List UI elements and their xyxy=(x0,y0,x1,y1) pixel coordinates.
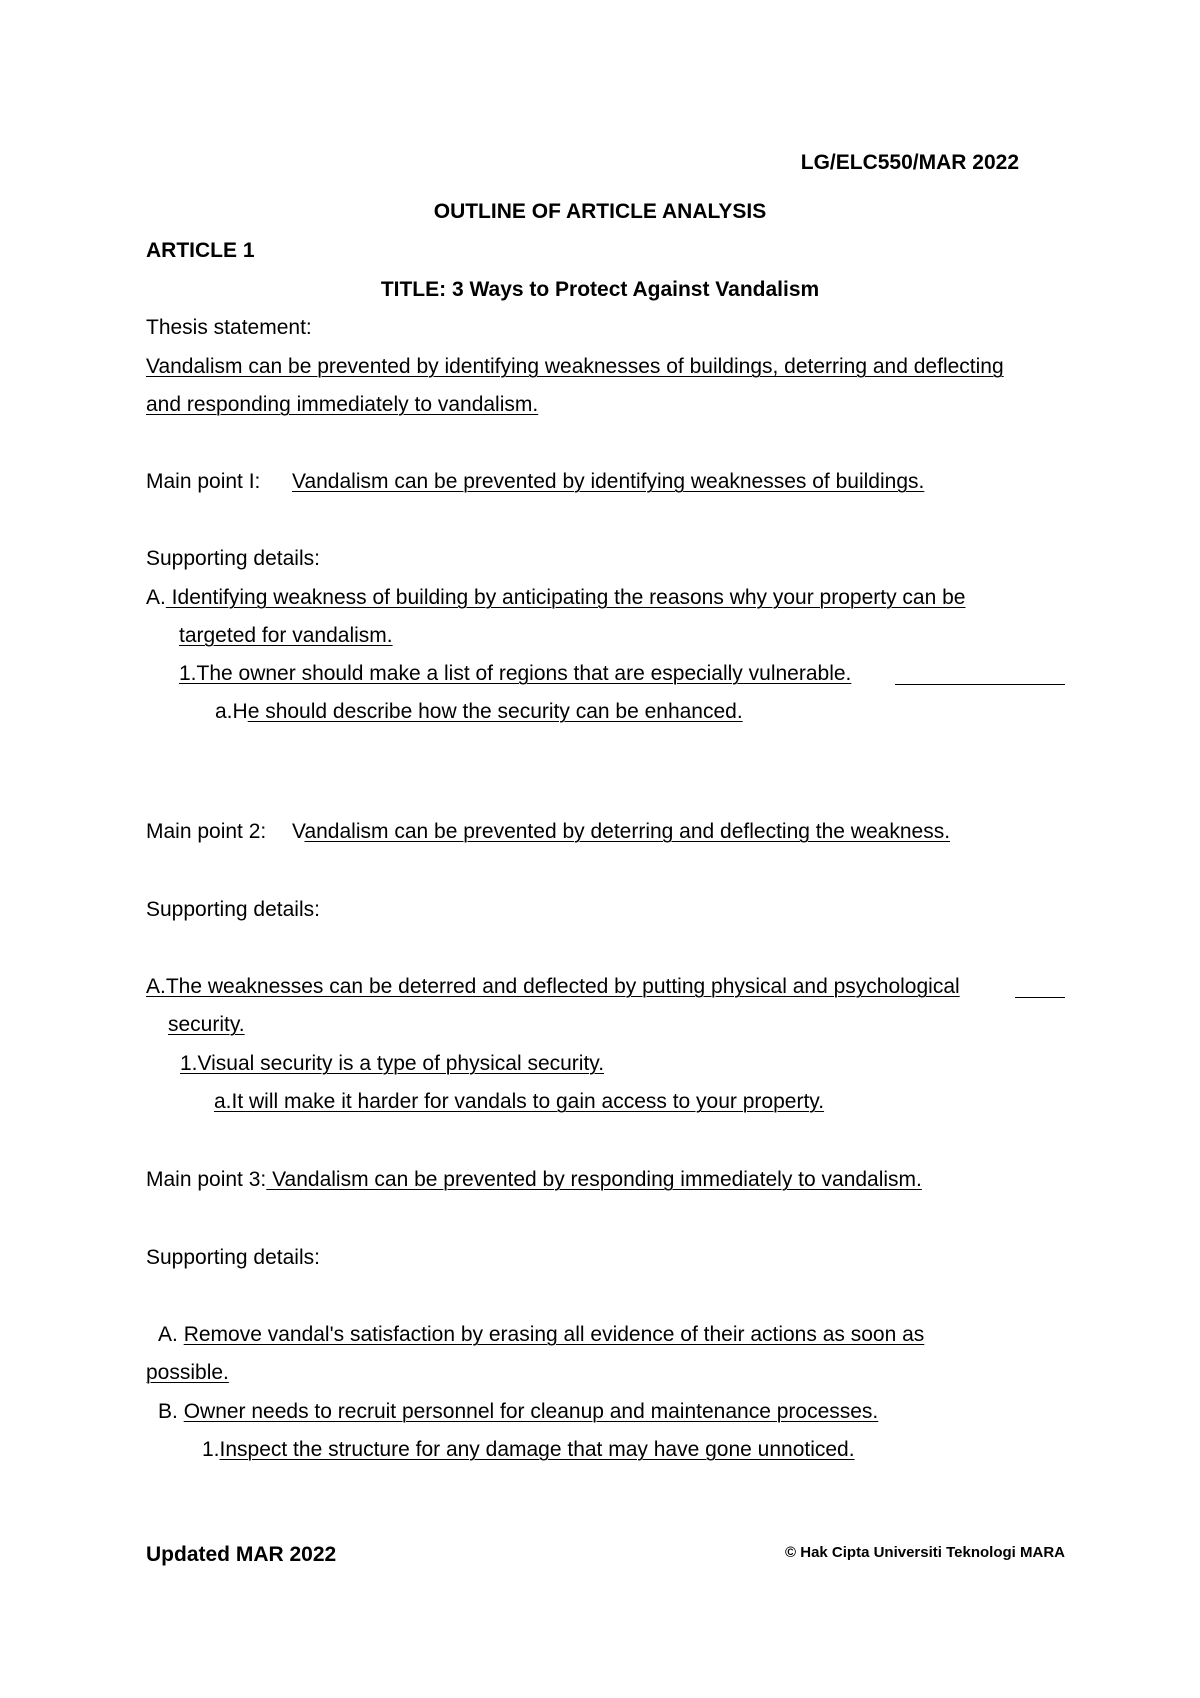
supporting-details-2-label: Supporting details: xyxy=(146,898,320,921)
mp3-item-1 xyxy=(202,1437,855,1463)
mp1-sub-item-a-text: e should describe how the security can be enhanced. xyxy=(247,700,743,723)
mp3-detail-a-line-2: possible. xyxy=(146,1361,229,1384)
article-title: TITLE: 3 Ways to Protect Against Vandalism xyxy=(380,278,820,301)
mp1-detail-a-line-2: targeted for vandalism. xyxy=(179,624,393,647)
mp1-item-1: 1.The owner should make a list of regions that are especially vulnerable. xyxy=(179,662,852,685)
main-point-3-label: Main point 3: xyxy=(146,1168,267,1191)
mp1-detail-a-line-1 xyxy=(146,585,965,611)
mp3-detail-b-prefix: B. xyxy=(158,1400,184,1423)
document-code: LG/ELC550/MAR 2022 xyxy=(800,151,1019,174)
page-title: OUTLINE OF ARTICLE ANALYSIS xyxy=(433,200,767,223)
mp1-sub-item-a-prefix: a.H xyxy=(215,700,248,723)
mp3-detail-a-prefix: A. xyxy=(158,1323,184,1346)
thesis-text-line-2: and responding immediately to vandalism. xyxy=(146,393,539,416)
thesis-text-line-1: Vandalism can be prevented by identifying weaknesses of buildings, deterring and deflecting xyxy=(146,355,1004,378)
main-point-1-label: Main point I: xyxy=(146,470,261,493)
mp2-detail-a-line-1: A.The weaknesses can be deterred and deflected by putting physical and psychological xyxy=(146,975,960,998)
main-point-2-lead: V xyxy=(292,820,305,843)
footer-updated: Updated MAR 2022 xyxy=(146,1543,337,1566)
main-point-3-statement xyxy=(146,1167,922,1193)
main-point-2-label: Main point 2: xyxy=(146,820,267,843)
mp3-item-1-prefix: 1. xyxy=(202,1438,220,1461)
mp3-item-1-text: Inspect the structure for any damage that may have gone unnoticed. xyxy=(219,1438,855,1461)
mp2-detail-a-fill-rule xyxy=(1015,997,1065,998)
mp3-detail-a-text: Remove vandal's satisfaction by erasing all evidence of their actions as soon as xyxy=(183,1323,925,1346)
mp1-detail-a-text: Identifying weakness of building by anticipating the reasons why your property can be xyxy=(165,586,966,609)
thesis-label: Thesis statement: xyxy=(146,316,312,339)
mp1-item-1-fill-rule xyxy=(895,684,1065,685)
mp2-sub-item-a: a.It will make it harder for vandals to gain access to your property. xyxy=(214,1090,825,1113)
mp3-detail-b-text: Owner needs to recruit personnel for cleanup and maintenance processes. xyxy=(183,1400,879,1423)
supporting-details-1-label: Supporting details: xyxy=(146,547,320,570)
main-point-2-text: andalism can be prevented by deterring and deflecting the weakness. xyxy=(304,820,951,843)
mp3-detail-b xyxy=(158,1399,878,1425)
mp2-detail-a-line-2: security. xyxy=(168,1013,245,1036)
footer-copyright: © Hak Cipta Universiti Teknologi MARA xyxy=(785,1544,1065,1561)
supporting-details-3-label: Supporting details: xyxy=(146,1246,320,1269)
mp3-detail-a-line-1 xyxy=(158,1322,924,1348)
main-point-2-statement xyxy=(292,819,950,845)
mp1-detail-a-prefix: A. xyxy=(146,586,166,609)
mp2-item-1: 1.Visual security is a type of physical security. xyxy=(180,1052,605,1075)
mp1-sub-item-a xyxy=(215,699,743,725)
main-point-1-text: Vandalism can be prevented by identifying weaknesses of buildings. xyxy=(292,470,925,493)
main-point-3-text: Vandalism can be prevented by responding immediately to vandalism. xyxy=(266,1168,922,1191)
article-label: ARTICLE 1 xyxy=(146,239,255,262)
